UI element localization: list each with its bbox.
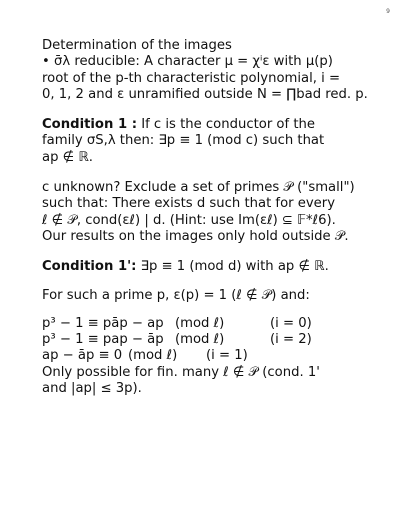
- condition-1-prime: Condition 1': ∃p ≡ 1 (mod d) with ap ∉ ℝ.: [42, 259, 329, 275]
- slide-content: [42, 38, 382, 397]
- condition-1-line-2: family σS,λ then: ∃p ≡ 1 (mod c) such that: [42, 133, 325, 149]
- bullet-marker: •: [42, 54, 50, 70]
- unknown-line-2: such that: There exists d such that for every: [42, 196, 336, 212]
- bullet-line-3: 0, 1, 2 and ε unramified outside N = ∏bad red. p.: [42, 86, 368, 102]
- equation-row: p³ − 1 ≡ pap − āp (mod ℓ) (i = 2): [42, 332, 312, 348]
- condition-1-label: Condition 1 :: [42, 117, 137, 133]
- condition-1-line-1: Condition 1 : If c is the conductor of the: [42, 117, 315, 133]
- equation-row: p³ − 1 ≡ pāp − ap (mod ℓ) (i = 0): [42, 315, 312, 331]
- bullet-line-2: root of the p-th characteristic polynomial, i =: [42, 70, 341, 86]
- equation-row: ap − āp ≡ 0 (mod ℓ) (i = 1): [42, 348, 248, 364]
- final-line-1: Only possible for fin. many ℓ ∉ 𝒫 (cond. 1': [42, 364, 320, 380]
- slide-heading: Determination of the images: [42, 38, 232, 53]
- bullet-line-1: • σ̄λ reducible: A character μ = χⁱε with μ(p): [42, 54, 333, 70]
- condition-1-line-3: ap ∉ ℝ.: [42, 149, 93, 165]
- unknown-line-1: c unknown? Exclude a set of primes 𝒫 ("small"): [42, 180, 355, 196]
- unknown-line-3: ℓ ∉ 𝒫, cond(εℓ) | d. (Hint: use Im(εℓ) ⊆ 𝔽*ℓ6).: [42, 212, 336, 228]
- page-number: 9: [386, 8, 390, 15]
- prime-line: For such a prime p, ε(p) = 1 (ℓ ∉ 𝒫) and:: [42, 287, 310, 303]
- condition-1-prime-label: Condition 1':: [42, 259, 137, 275]
- unknown-line-4: Our results on the images only hold outside 𝒫.: [42, 228, 349, 244]
- final-line-2: and |ap| ≤ 3p).: [42, 381, 142, 397]
